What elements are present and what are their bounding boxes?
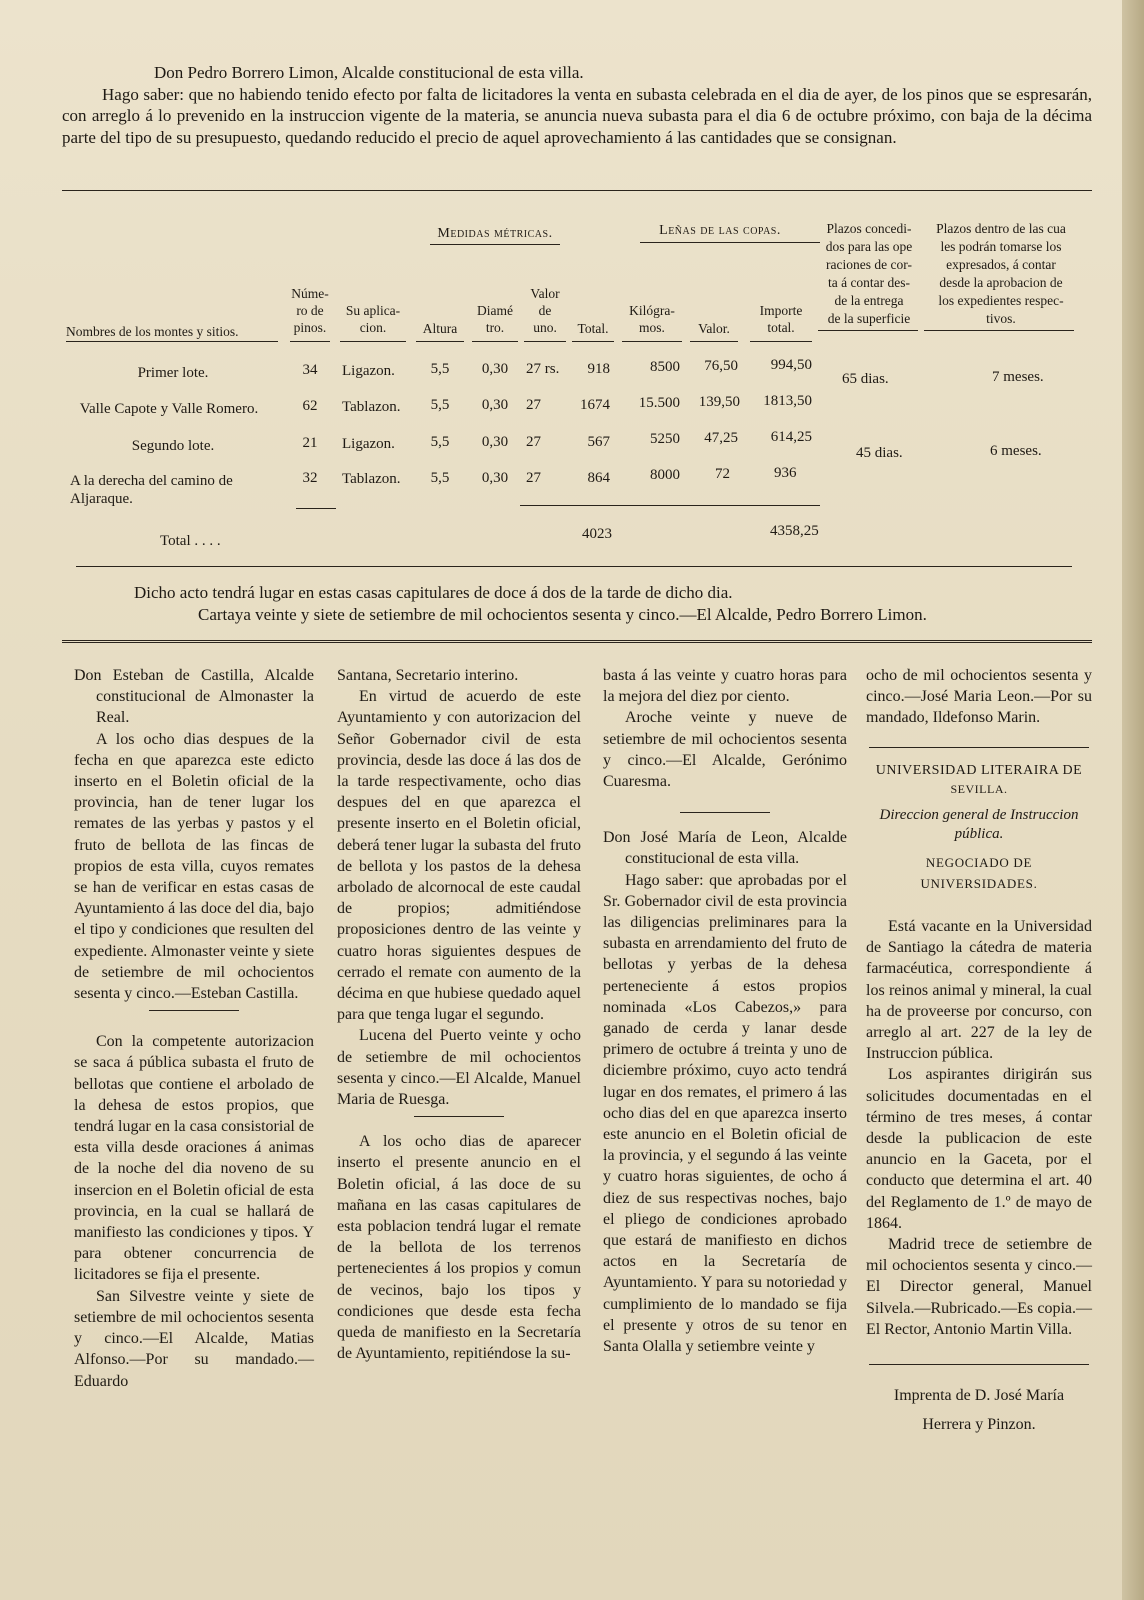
col3-heading: Don José María de Leon, Alcalde constitucional de esta villa. bbox=[603, 829, 847, 868]
col4-direccion: Direccion general de Instruccion pública. bbox=[879, 806, 1079, 842]
header-valor-uno: Valor de uno. bbox=[530, 286, 560, 335]
col4-imprenta-1: Imprenta de D. José María bbox=[893, 1387, 1065, 1405]
col2-remate: A los ocho dias de aparecer inserto el presente anuncio en el Boletin oficial, á las doce de su mañana en las casas capitulares de esta poblacion tendrá lugar el remate de la bellota de los terrenos pertenecientes á los propios y comun de vecinos, bajo los tipos y condiciones que desde esta fecha queda de manifiesto en la Secretaría de Ayuntamiento, repitiéndose la su- bbox=[337, 1133, 581, 1363]
row1-total: 918 bbox=[587, 361, 610, 377]
row1-importe: 994,50 bbox=[770, 357, 812, 373]
header-rule-valor-uno bbox=[524, 341, 566, 342]
row3-numero: 21 bbox=[302, 435, 318, 451]
header-rule-total bbox=[572, 341, 614, 342]
col2-separator bbox=[414, 1116, 504, 1117]
intro-body: Hago saber: que no habiendo tenido efecto por falta de licitadores la venta en subasta celebrada en el dia de ayer, de los pinos que se espresarán, con arreglo á lo prevenido en la instruccion vigente de la materia, se anuncia nueva subasta para el dia 6 de octubre próximo, con baja de la décima parte del tipo de su presupuesto, quedando reducido el precio de aquel aprovechamiento á las cantidades que se consignan. bbox=[62, 84, 1092, 147]
total-total: 4023 bbox=[582, 526, 612, 542]
row2-diametro: 0,30 bbox=[481, 397, 509, 413]
total-rule-numero bbox=[296, 508, 336, 509]
header-rule-kilogramos bbox=[622, 341, 682, 342]
row1-valor-uno: 27 rs. bbox=[526, 361, 560, 377]
row3-total: 567 bbox=[587, 434, 610, 450]
col4-aspirantes: Los aspirantes dirigirán sus solicitudes documentadas en el término de tres meses, á contar desde la publicacion de este anuncio en la Gaceta, por el conducto que determina el art. 40 del Reglamento de 1.º de mayo de 1864. bbox=[866, 1066, 1092, 1232]
row2-importe: 1813,50 bbox=[763, 393, 812, 409]
row4-diametro: 0,30 bbox=[481, 470, 509, 486]
column-1 bbox=[74, 665, 314, 1392]
col4-vacante: Está vacante en la Universidad de Santiago la cátedra de materia farmacéutica, correspondiente á los reinos animal y mineral, la cual ha de proveerse por concurso, con arreglo al art. 227 de la ley de Instruccion pública. bbox=[866, 918, 1092, 1063]
row3-valor-uno: 27 bbox=[526, 434, 541, 450]
col4-sevilla: SEVILLA. bbox=[950, 781, 1008, 796]
group-lenas-header: Leñas de las copas. bbox=[659, 223, 781, 238]
row2-valor: 139,50 bbox=[698, 394, 740, 410]
row1-kilogramos: 8500 bbox=[650, 359, 680, 375]
header-valor: Valor. bbox=[698, 321, 730, 336]
col1-separator bbox=[149, 1010, 239, 1011]
lote2-plazo-expedientes: 6 meses. bbox=[990, 443, 1042, 459]
col3-hago-saber: Hago saber: que aprobadas por el Sr. Gobernador civil de esta provincia las diligencias preliminares para la subasta en arrendamiento del fruto de bellotas y yerbas de la dehesa perteneciente á estos propios nominada «Los Cabezos,» para ganado de cerda y lanar desde primero de octubre á treinta y uno de diciembre próximo, cuyo acto tendrá lugar en dos remates, el primero á las ocho dias del en que aparezca inserto este anuncio en el Boletin oficial de la provincia, y el segundo á las veinte y cuatro horas siguientes, de ocho á diez de sus respectivas noches, bajo el pliego de condiciones aprobado que estará de manifiesto en dichos actos en la Secretaría de Ayuntamiento. Y para su notoriedad y cumplimiento de lo mandado se fija el presente y otros de su tenor en Santa Olalla y setiembre veinte y bbox=[603, 871, 847, 1356]
row1-altura: 5,5 bbox=[430, 361, 450, 377]
header-nombres: Nombres de los montes y sitios. bbox=[66, 324, 239, 339]
table-bottom-rule bbox=[76, 566, 1072, 567]
header-altura: Altura bbox=[422, 321, 458, 336]
row4-nombre: A la derecha del camino de Aljaraque. bbox=[70, 473, 233, 507]
page-edge bbox=[1122, 0, 1144, 1600]
row3-importe: 614,25 bbox=[770, 429, 812, 445]
header-numero: Núme- ro de pinos. bbox=[291, 286, 329, 335]
column-2 bbox=[337, 665, 581, 1365]
col2-continuacion: Santana, Secretario interino. bbox=[337, 667, 519, 684]
header-rule-diametro bbox=[472, 341, 518, 342]
col3-firma: Aroche veinte y nueve de setiembre de mil ochocientos sesenta y cinco.—El Alcalde, Gerónimo Cuaresma. bbox=[603, 709, 847, 791]
row4-numero: 32 bbox=[302, 470, 318, 486]
row1-aplicacion: Ligazon. bbox=[342, 363, 395, 379]
row4-altura: 5,5 bbox=[430, 470, 450, 486]
header-aplicacion: Su aplica- cion. bbox=[345, 303, 401, 335]
lote2-plazo-operaciones: 45 dias. bbox=[856, 445, 903, 461]
row3-diametro: 0,30 bbox=[481, 434, 509, 450]
col4-continuacion: ocho de mil ochocientos sesenta y cinco.—José Maria Leon.—Por su mandado, Ildefonso Marin. bbox=[866, 667, 1092, 727]
col4-firma: Madrid trece de setiembre de mil ochocientos sesenta y cinco.—El Director general, Manuel Silvela.—Rubricado.—Es copia.—El Rector, Antonio Martin Villa. bbox=[866, 1236, 1092, 1338]
group-medidas-rule bbox=[430, 244, 560, 245]
header-plazos-operaciones: Plazos concedi- dos para las ope raciones de cor- ta á contar des- de la entrega de la superficie bbox=[825, 221, 913, 326]
col1-subasta-bellotas: Con la competente autorizacion se saca á pública subasta el fruto de bellotas que contiene el arbolado de la dehesa de estos propios, que tendrá lugar en la casa consistorial de esta villa desde oraciones á animas de la noche del dia noveno de su insercion en el Boletin oficial de esta provincia, en la cual se hallará de manifiesto las condiciones y tipos. Y para obtener concurrencia de licitadores se fija el presente. bbox=[74, 1033, 314, 1284]
header-kilogramos: Kilógra- mos. bbox=[629, 303, 675, 335]
header-plazos-expedientes: Plazos dentro de las cua les podrán tomarse los expresados, á contar desde la aprobacion de los expedientes respec- tivos. bbox=[936, 221, 1066, 326]
col4-separator-2 bbox=[869, 1364, 1089, 1365]
row3-nombre: Segundo lote. bbox=[131, 438, 215, 454]
col3-continuacion: basta á las veinte y cuatro horas para la mejora del diez por ciento. bbox=[603, 667, 847, 706]
total-rule-sums bbox=[520, 505, 820, 506]
header-rule-plazos-exp bbox=[924, 330, 1074, 331]
closing-line-1: Dicho acto tendrá lugar en estas casas capitulares de doce á dos de la tarde de dicho dia. bbox=[134, 583, 733, 602]
header-total: Total. bbox=[577, 321, 609, 336]
total-label: Total . . . . bbox=[160, 533, 221, 549]
intro-lead: Don Pedro Borrero Limon, Alcalde constitucional de esta villa. bbox=[154, 63, 584, 82]
col4-imprenta-2: Herrera y Pinzon. bbox=[922, 1416, 1036, 1434]
group-lenas-rule bbox=[640, 242, 820, 243]
row3-kilogramos: 5250 bbox=[650, 431, 680, 447]
row4-valor-uno: 27 bbox=[526, 470, 541, 486]
col3-separator bbox=[680, 812, 770, 813]
row4-total: 864 bbox=[587, 470, 610, 486]
total-importe: 4358,25 bbox=[770, 523, 819, 539]
group-medidas-header: Medidas métricas. bbox=[437, 226, 553, 241]
lote1-plazo-operaciones: 65 dias. bbox=[842, 371, 889, 387]
col1-firma: San Silvestre veinte y siete de setiembre de mil ochocientos sesenta y cinco.—El Alcalde, Matias Alfonso.—Por su mandado.—Eduardo bbox=[74, 1287, 314, 1390]
row2-altura: 5,5 bbox=[430, 397, 450, 413]
row3-altura: 5,5 bbox=[430, 434, 450, 450]
col4-universidad: UNIVERSIDAD LITERAIRA DE bbox=[875, 762, 1083, 778]
row3-valor: 47,25 bbox=[704, 430, 738, 446]
row3-aplicacion: Ligazon. bbox=[342, 436, 395, 452]
row2-valor-uno: 27 bbox=[526, 397, 541, 413]
header-diametro: Diamé tro. bbox=[477, 303, 513, 335]
intro-rule bbox=[62, 190, 1092, 191]
header-rule-altura bbox=[416, 341, 464, 342]
col1-edicto: A los ocho dias despues de la fecha en que aparezca este edicto inserto en el Boletin oficial de la provincia, han de tener lugar los remates de las yerbas y pastos y el fruto de bellota de las fincas de propios de esta villa, cuyos remates se han de verificar en estas casas de Ayuntamiento á las doce del dia, bajo el tipo y condiciones que resulten del expediente. Almonaster veinte y siete de setiembre de mil ochocientos sesenta y cinco.—Esteban Castilla. bbox=[74, 730, 314, 1003]
col4-separator-1 bbox=[869, 747, 1089, 748]
row1-valor: 76,50 bbox=[704, 358, 738, 374]
header-rule-numero bbox=[290, 341, 330, 342]
row4-kilogramos: 8000 bbox=[650, 467, 680, 483]
row4-aplicacion: Tablazon. bbox=[342, 471, 401, 487]
row2-nombre: Valle Capote y Valle Romero. bbox=[79, 401, 259, 417]
col4-negociado: NEGOCIADO DE UNIVERSIDADES. bbox=[920, 854, 1038, 891]
header-rule-aplicacion bbox=[340, 341, 406, 342]
row2-aplicacion: Tablazon. bbox=[342, 399, 401, 415]
header-rule-plazos-op bbox=[818, 330, 918, 331]
row1-diametro: 0,30 bbox=[481, 361, 509, 377]
row1-nombre: Primer lote. bbox=[137, 365, 209, 381]
closing-line-2: Cartaya veinte y siete de setiembre de mil ochocientos sesenta y cinco.—El Alcalde, Pedro Borrero Limon. bbox=[198, 605, 927, 624]
header-rule-importe bbox=[750, 341, 812, 342]
row2-kilogramos: 15.500 bbox=[638, 395, 680, 411]
header-importe: Importe total. bbox=[759, 303, 803, 335]
row4-valor: 72 bbox=[715, 466, 730, 482]
header-rule-nombres bbox=[66, 341, 278, 342]
section-divider bbox=[62, 640, 1092, 643]
row1-numero: 34 bbox=[302, 362, 318, 378]
col2-firma: Lucena del Puerto veinte y ocho de setiembre de mil ochocientos sesenta y cinco.—El Alcalde, Manuel Maria de Ruesga. bbox=[337, 1027, 581, 1109]
column-3 bbox=[603, 665, 847, 1357]
row2-total: 1674 bbox=[580, 397, 610, 413]
lote1-plazo-expedientes: 7 meses. bbox=[992, 369, 1044, 385]
col2-acuerdo: En virtud de acuerdo de este Ayuntamiento y con autorizacion del Señor Gobernador civil de esta provincia, desde las doce á las dos de la tarde respectivamente, ocho dias despues del en que aparezca el presente inserto en el Boletin oficial, deberá tener lugar la subasta del fruto de bellota y los pastos de la dehesa arbolado de alcornocal de este caudal de propios; admitiéndose proposiciones dentro de las veinte y cuatro horas siguientes despues de cerrado el remate con aumento de la décima en que hubiese quedado aquel para que tenga lugar el segundo. bbox=[337, 688, 581, 1024]
intro-announcement bbox=[62, 62, 1092, 148]
col1-heading: Don Esteban de Castilla, Alcalde constitucional de Almonaster la Real. bbox=[74, 667, 314, 727]
row2-numero: 62 bbox=[302, 398, 318, 414]
column-4 bbox=[866, 665, 1092, 1435]
header-rule-valor bbox=[690, 341, 738, 342]
row4-importe: 936 bbox=[774, 465, 797, 481]
